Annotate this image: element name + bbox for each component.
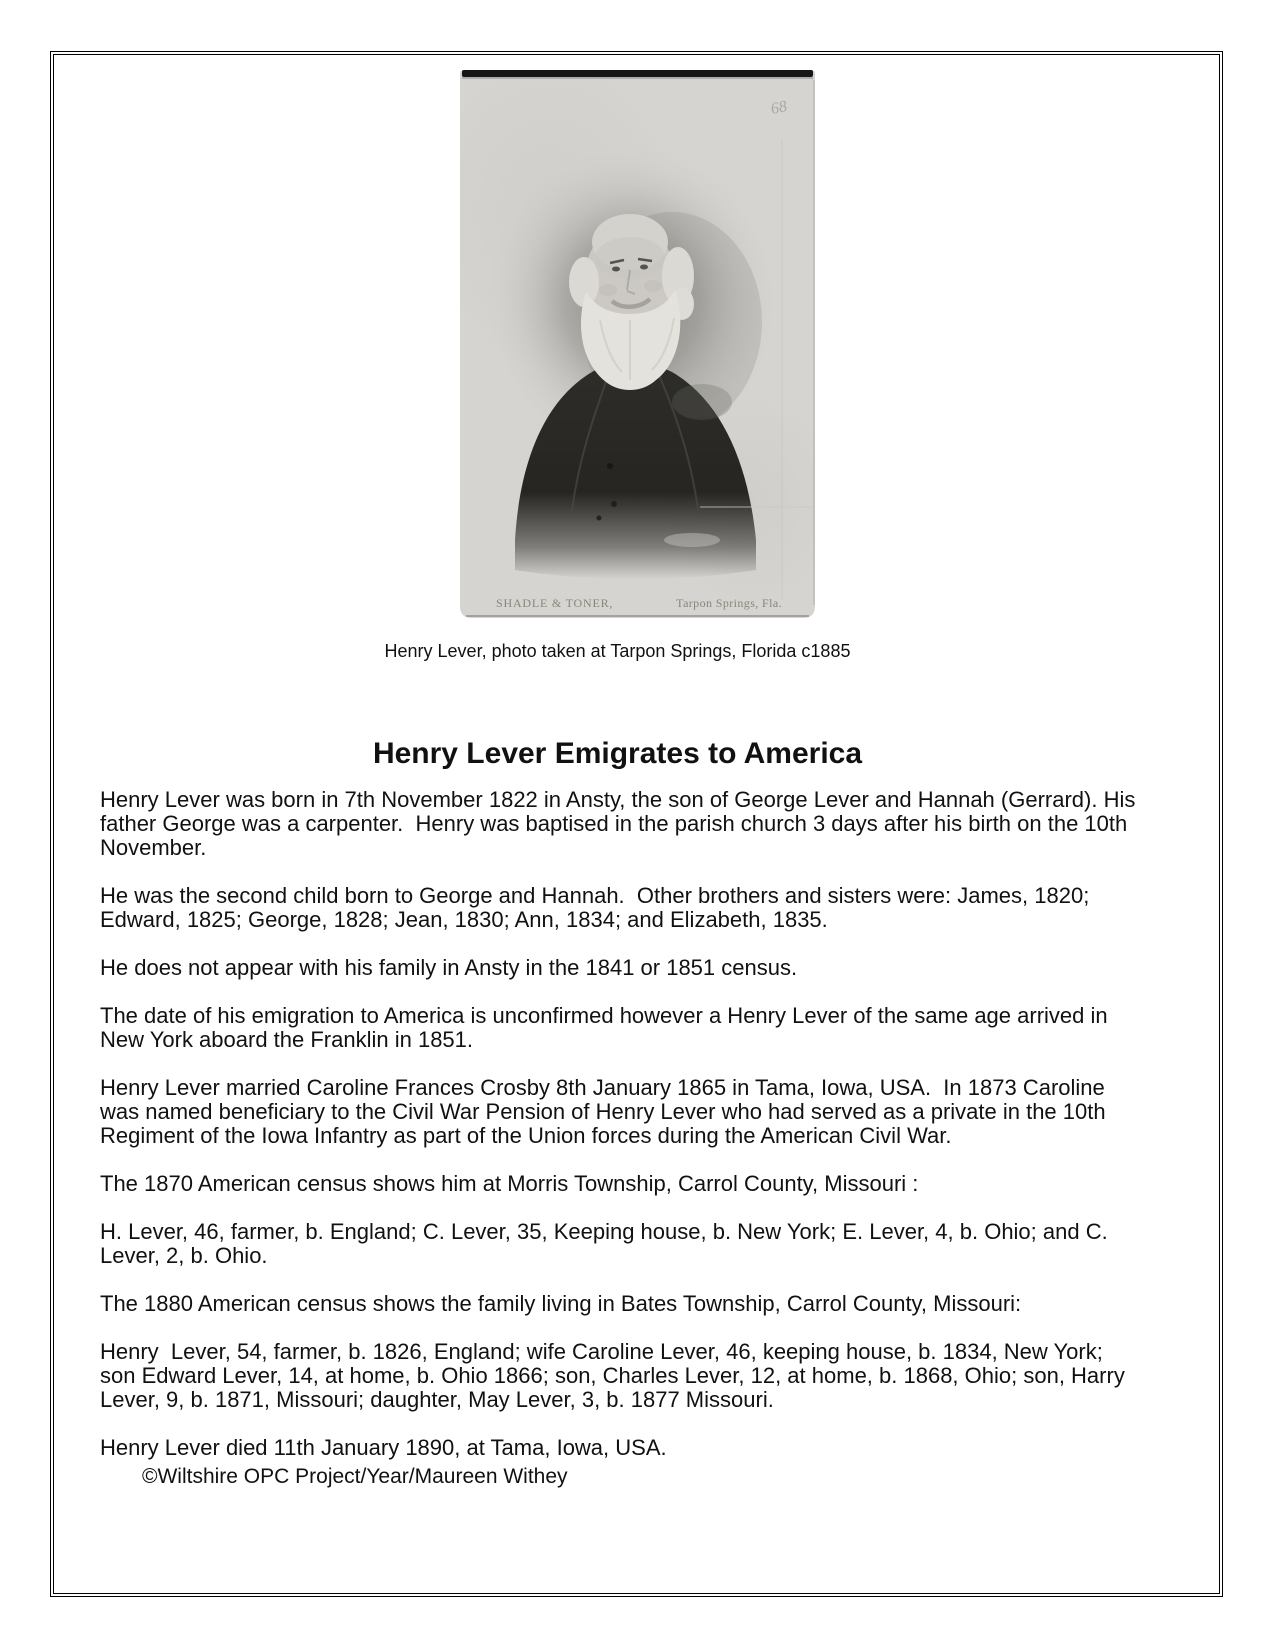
- paragraph-siblings: He was the second child born to George and Hannah. Other brothers and sisters were: James, 1820; Edward, 1825; George, 1828; Jean, 1830; Ann, 1834; and Elizabeth, 1835.: [100, 883, 1096, 932]
- paragraph-death: Henry Lever died 11th January 1890, at Tama, Iowa, USA.: [100, 1435, 667, 1460]
- paragraph-1880-census-detail: Henry Lever, 54, farmer, b. 1826, England; wife Caroline Lever, 46, keeping house, b. 1834, New York; son Edward Lever, 14, at home, b. Ohio 1866; son, Charles Lever, 12, at home, b. 1868, Ohio; son, Harry Lever, 9, b. 1871, Missouri; daughter, May Lever, 3, b. 1877 Missouri.: [100, 1339, 1131, 1412]
- portrait-photograph: [460, 70, 815, 618]
- portrait-photo-graphic: [460, 70, 815, 618]
- page-title: Henry Lever Emigrates to America: [372, 737, 863, 770]
- paragraph-emigration: The date of his emigration to America is unconfirmed however a Henry Lever of the same age arrived in New York aboard the Franklin in 1851.: [100, 1003, 1114, 1052]
- photo-card-top-edge: [462, 70, 813, 77]
- paragraph-marriage: Henry Lever married Caroline Frances Crosby 8th January 1865 in Tama, Iowa, USA. In 1873 Caroline was named beneficiary to the Civil War Pension of Henry Lever who had served as a private in the 10th Regiment of the Iowa Infantry as part of the Union forces during the American Civil War.: [100, 1075, 1112, 1148]
- copyright-footer: ©Wiltshire OPC Project/Year/Maureen Withey: [142, 1465, 568, 1488]
- paragraph-1880-census-intro: The 1880 American census shows the family living in Bates Township, Carrol County, Missouri:: [100, 1291, 1022, 1316]
- pencil-mark: 68: [769, 97, 789, 118]
- studio-imprint-left: SHADLE & TONER,: [496, 596, 614, 610]
- paragraph-1870-census-detail: H. Lever, 46, farmer, b. England; C. Lever, 35, Keeping house, b. New York; E. Lever, 4, b. Ohio; and C. Lever, 2, b. Ohio.: [100, 1219, 1114, 1268]
- paragraph-census-absence: He does not appear with his family in Ansty in the 1841 or 1851 census.: [100, 955, 798, 980]
- studio-imprint-right: Tarpon Springs, Fla.: [676, 596, 782, 610]
- article-body: [100, 788, 1142, 1490]
- speck: [597, 516, 602, 521]
- paragraph-birth: Henry Lever was born in 7th November 1822 in Ansty, the son of George Lever and Hannah (Gerrard). His father George was a carpenter. Henry was baptised in the parish church 3 days after his birth on the 10th November.: [100, 787, 1142, 860]
- photo-caption: Henry Lever, photo taken at Tarpon Springs, Florida c1885: [384, 641, 851, 661]
- paragraph-1870-census-intro: The 1870 American census shows him at Morris Township, Carrol County, Missouri :: [100, 1171, 919, 1196]
- suit-button: [607, 463, 613, 469]
